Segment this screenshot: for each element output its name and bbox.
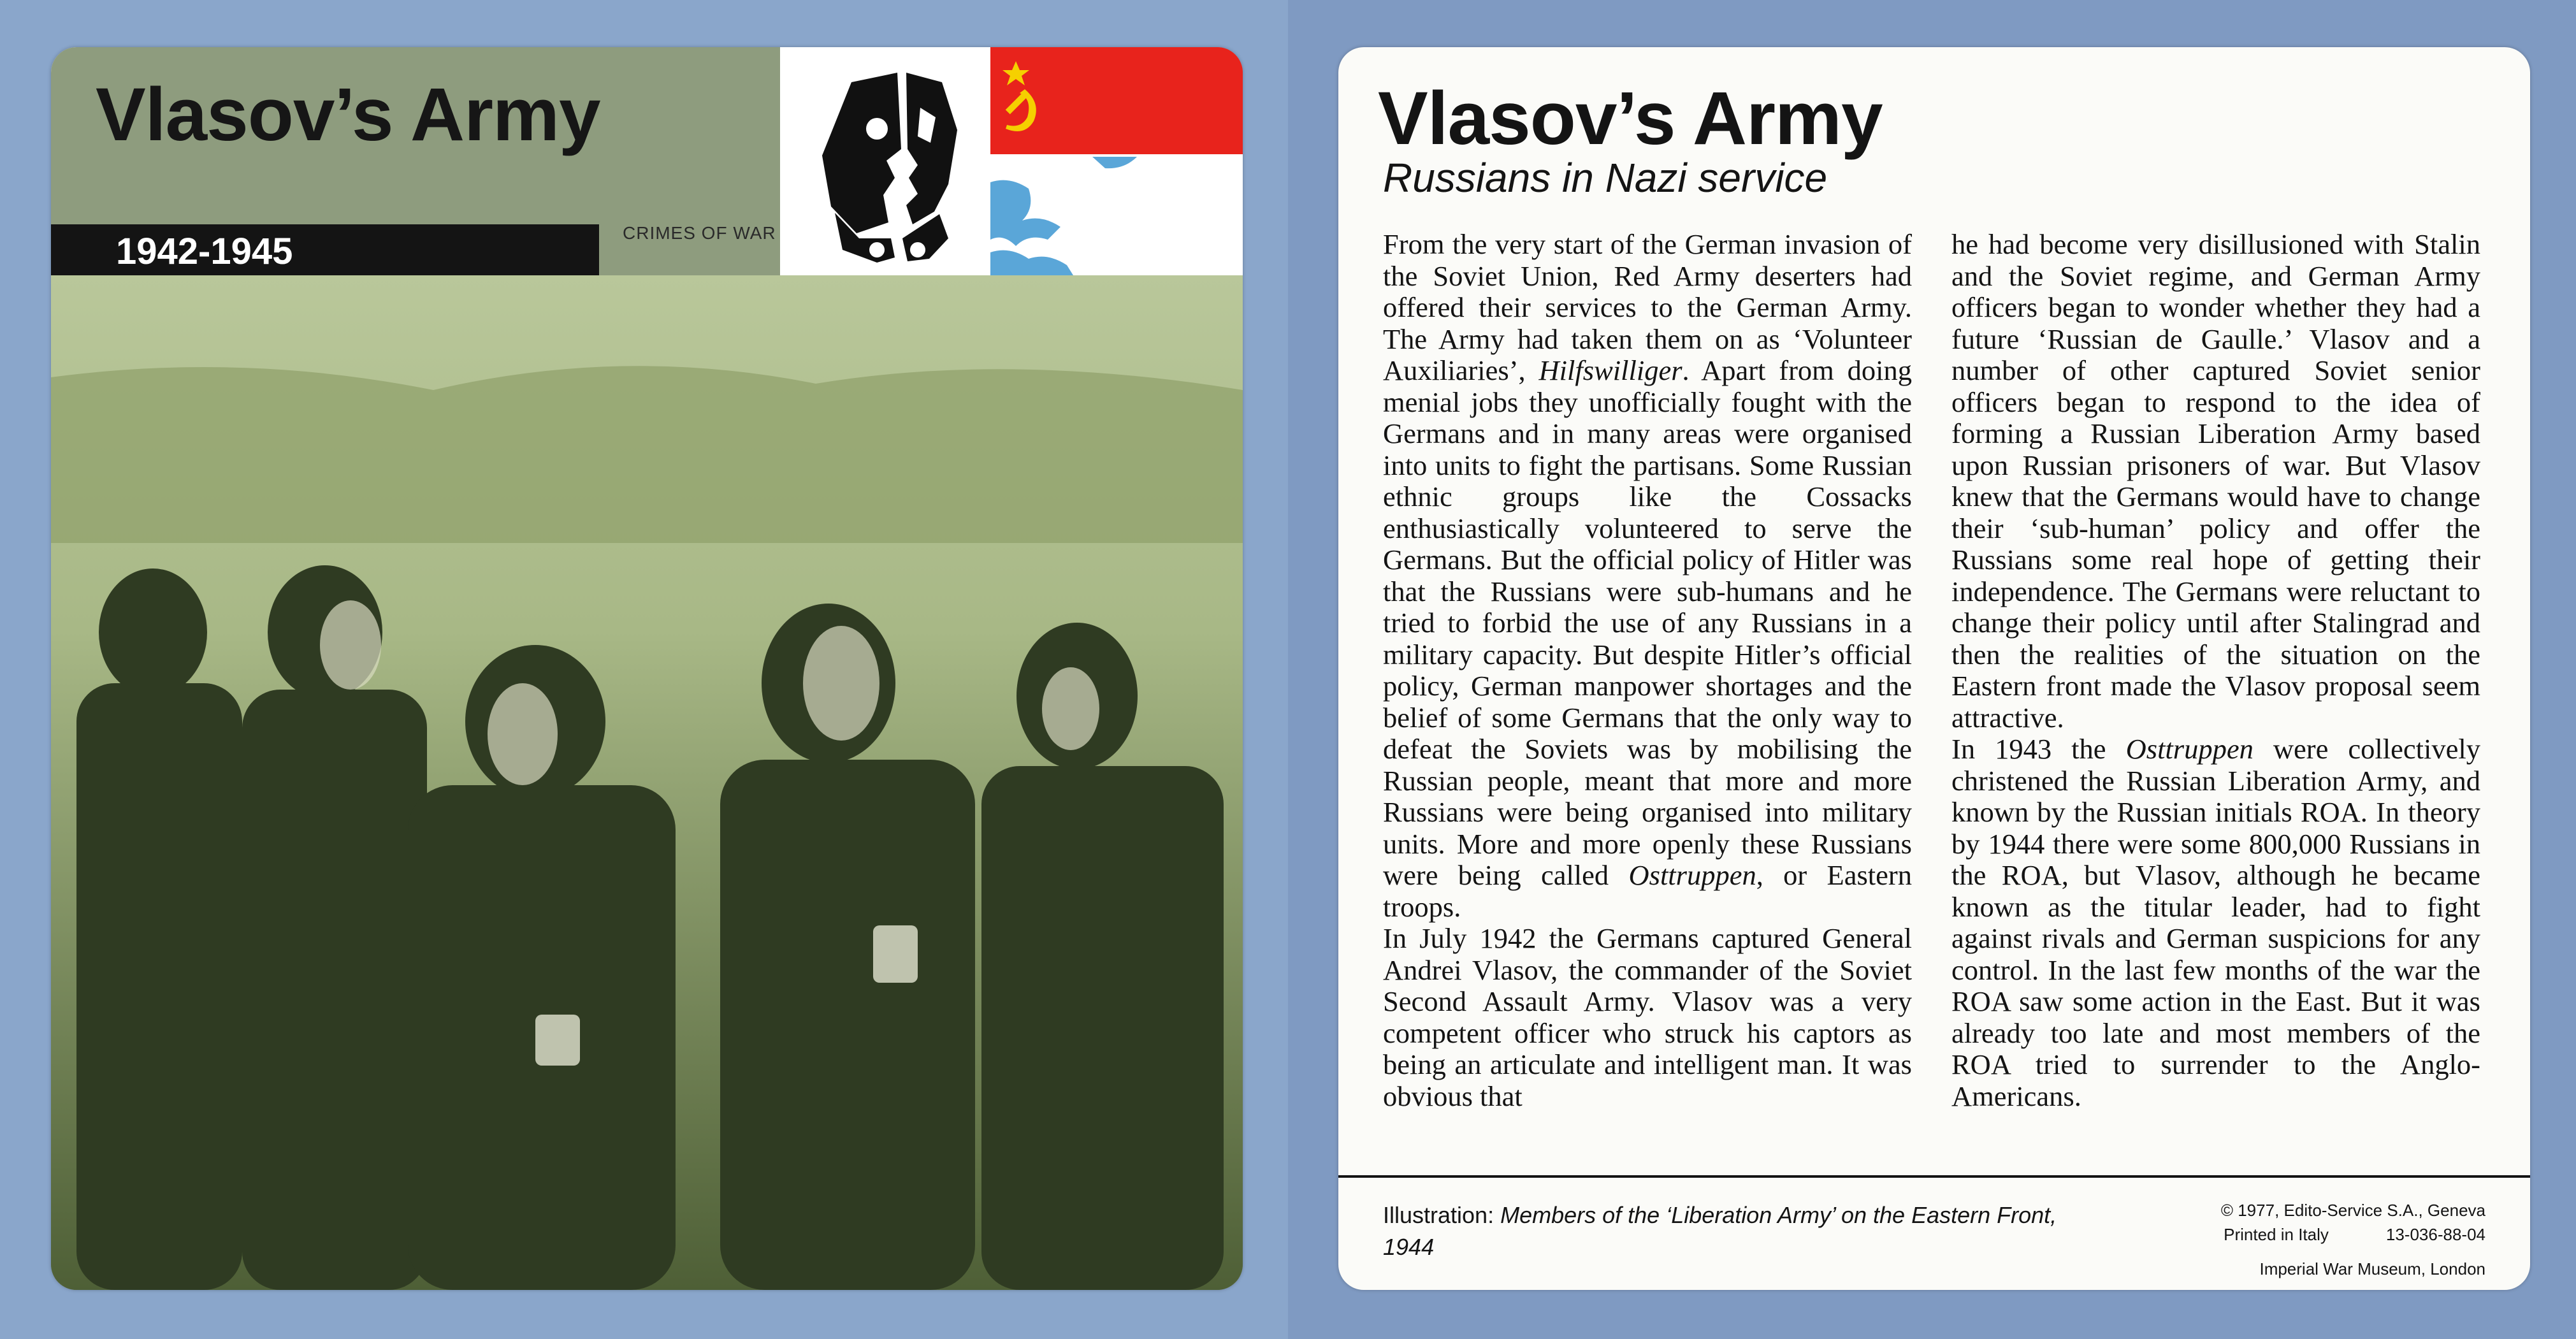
photo-credit: Imperial War Museum, London xyxy=(2259,1259,2486,1278)
article-paragraph: he had become very disillusioned with Stalin and the Soviet regime, and German Army officers began to wonder whether they had a future ‘Russian de Gaulle.’ Vlasov and a number of other captured Soviet senior officers began to respond to the idea of forming a Russian Liberation Army based upon Russian prisoners of war. But Vlasov knew that the Germans would have to change their ‘sub-human’ policy and offer the Russians some real hope of getting their independence. The Germans were reluctant to change their policy until after Stalingrad and then the realities of the situation on the Eastern front made the Vlasov proposal seem attractive. xyxy=(1951,229,2480,734)
printed-in: Printed in Italy xyxy=(2224,1225,2329,1244)
back-title: Vlasov’s Army xyxy=(1378,76,1883,161)
illustration-caption xyxy=(1383,1199,2065,1263)
illustration-text: Members of the ‘Liberation Army’ on the Eastern Front, 1944 xyxy=(1383,1202,2057,1260)
article-paragraph: In 1943 the Osttruppen were collectively christened the Russian Liberation Army, and known by the Russian initials ROA. In theory by 1944 there were some 800,000 Russians in the ROA, but Vlasov, although he became known as the titular leader, had to fight against rivals and German suspicions for any control. In the last few months of the war the ROA saw some action in the East. But it was already too late and most members of the ROA tried to surrender to the Anglo-Americans. xyxy=(1951,733,2480,1112)
card-back xyxy=(1338,47,2530,1290)
card-code: 13-036-88-04 xyxy=(2385,1225,2486,1244)
back-subtitle: Russians in Nazi service xyxy=(1383,155,1828,201)
article-paragraph: In July 1942 the Germans captured General Andrei Vlasov, the commander of the Soviet Second Assault Army. Vlasov was a very competent officer who struck his captors as being an articulate and intelligent man. It was obvious that xyxy=(1383,922,1912,1112)
card-front xyxy=(51,47,1243,1290)
article-column-1 xyxy=(1383,229,1912,1236)
date-range: 1942-1945 xyxy=(116,231,293,272)
article-paragraph: From the very start of the German invasion of the Soviet Union, Red Army deserters had offered their services to the German Army. The Army had taken them on as ‘Volunteer Auxiliaries’, Hilfswilliger. Apart from doing menial jobs they unofficially fought with the Germans and in many areas were organised into units to fight the partisans. Some Russian ethnic groups like the Cossacks enthusiastically volunteered to serve the Germans. But the official policy of Hitler was that the Russians were sub-humans and he tried to forbid the use of any Russians in a military capacity. But despite Hitler’s official policy, German manpower shortages and the belief of some Germans that the only way to defeat the Soviets was by mobilising the Russian people, meant that more and more Russians were being organised into military units. More and more openly these Russians were being called Osttruppen, or Eastern troops. xyxy=(1383,229,1912,923)
map-icon xyxy=(990,157,1243,275)
crimes-of-war-emblem-icon xyxy=(781,47,990,275)
article-column-2 xyxy=(1951,229,2480,1236)
print-info xyxy=(2224,1225,2486,1245)
copyright-notice: © 1977, Edito-Service S.A., Geneva xyxy=(2220,1201,2486,1220)
front-title: Vlasov’s Army xyxy=(96,73,600,157)
category-label: CRIMES OF WAR xyxy=(623,223,776,243)
soviet-flag-icon xyxy=(990,47,1243,154)
archival-photograph xyxy=(51,275,1243,1290)
illustration-label: Illustration: xyxy=(1383,1202,1494,1228)
footer-divider xyxy=(1338,1175,2530,1178)
